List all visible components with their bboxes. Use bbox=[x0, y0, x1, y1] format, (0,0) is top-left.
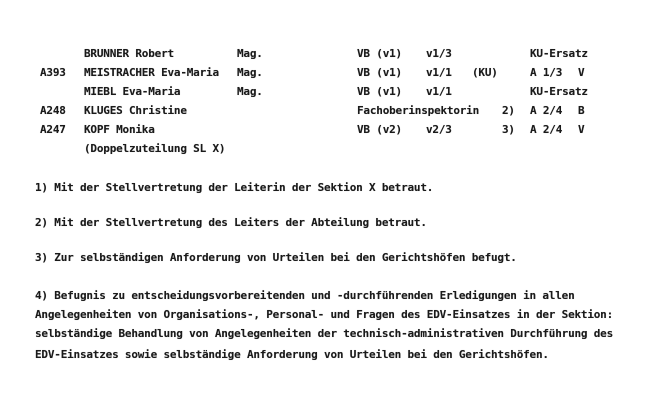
cell-name: (Doppelzuteilung SL X) bbox=[84, 142, 226, 155]
cell-footnote-ref: 3) bbox=[502, 123, 515, 136]
footnote-4-line-4: EDV-Einsatzes sowie selbständige Anforderung von Urteilen bei den Gerichtshöfen. bbox=[35, 348, 549, 361]
cell-function: VB (v1) bbox=[357, 47, 402, 60]
cell-pay-grade: v1/1 bbox=[426, 85, 452, 98]
cell-deputy-flag: V bbox=[578, 123, 585, 136]
cell-grade-class: KU-Ersatz bbox=[530, 47, 588, 60]
cell-academic-title: Mag. bbox=[237, 47, 263, 60]
footnote-4-line-3: selbständige Behandlung von Angelegenheiten der technisch-administrativen Durchführung des bbox=[35, 327, 614, 340]
cell-ku-flag: (KU) bbox=[472, 66, 498, 79]
footnote-3: 3) Zur selbständigen Anforderung von Urteilen bei den Gerichtshöfen befugt. bbox=[35, 251, 517, 264]
cell-function: VB (v1) bbox=[357, 66, 402, 79]
table-row bbox=[0, 47, 660, 61]
cell-name: BRUNNER Robert bbox=[84, 47, 174, 60]
cell-grade-class: A 2/4 bbox=[530, 123, 563, 136]
cell-personnel-code: A247 bbox=[40, 123, 66, 136]
table-row bbox=[0, 142, 660, 156]
cell-name: KLUGES Christine bbox=[84, 104, 187, 117]
footnote-4-line-2: Angelegenheiten von Organisations-, Personal- und Fragen des EDV-Einsatzes in der Sektion: bbox=[35, 308, 614, 321]
table-row bbox=[0, 85, 660, 99]
cell-name: MEISTRACHER Eva-Maria bbox=[84, 66, 219, 79]
cell-pay-grade: v1/1 bbox=[426, 66, 452, 79]
cell-personnel-code: A248 bbox=[40, 104, 66, 117]
cell-pay-grade: v2/3 bbox=[426, 123, 452, 136]
cell-footnote-ref: 2) bbox=[502, 104, 515, 117]
footnote-4-line-1: 4) Befugnis zu entscheidungsvorbereitenden und -durchführenden Erledigungen in allen bbox=[35, 289, 575, 302]
footnote-1: 1) Mit der Stellvertretung der Leiterin der Sektion X betraut. bbox=[35, 181, 434, 194]
cell-deputy-flag: V bbox=[578, 66, 585, 79]
cell-personnel-code: A393 bbox=[40, 66, 66, 79]
cell-name: KOPF Monika bbox=[84, 123, 155, 136]
cell-academic-title: Mag. bbox=[237, 85, 263, 98]
cell-deputy-flag: B bbox=[578, 104, 585, 117]
table-row bbox=[0, 123, 660, 137]
cell-function: Fachoberinspektorin bbox=[357, 104, 480, 117]
table-row bbox=[0, 66, 660, 80]
cell-academic-title: Mag. bbox=[237, 66, 263, 79]
cell-function: VB (v2) bbox=[357, 123, 402, 136]
cell-pay-grade: v1/3 bbox=[426, 47, 452, 60]
footnote-2: 2) Mit der Stellvertretung des Leiters der Abteilung betraut. bbox=[35, 216, 427, 229]
table-row bbox=[0, 104, 660, 118]
cell-grade-class: A 1/3 bbox=[530, 66, 563, 79]
cell-grade-class: A 2/4 bbox=[530, 104, 563, 117]
cell-grade-class: KU-Ersatz bbox=[530, 85, 588, 98]
cell-name: MIEBL Eva-Maria bbox=[84, 85, 181, 98]
cell-function: VB (v1) bbox=[357, 85, 402, 98]
